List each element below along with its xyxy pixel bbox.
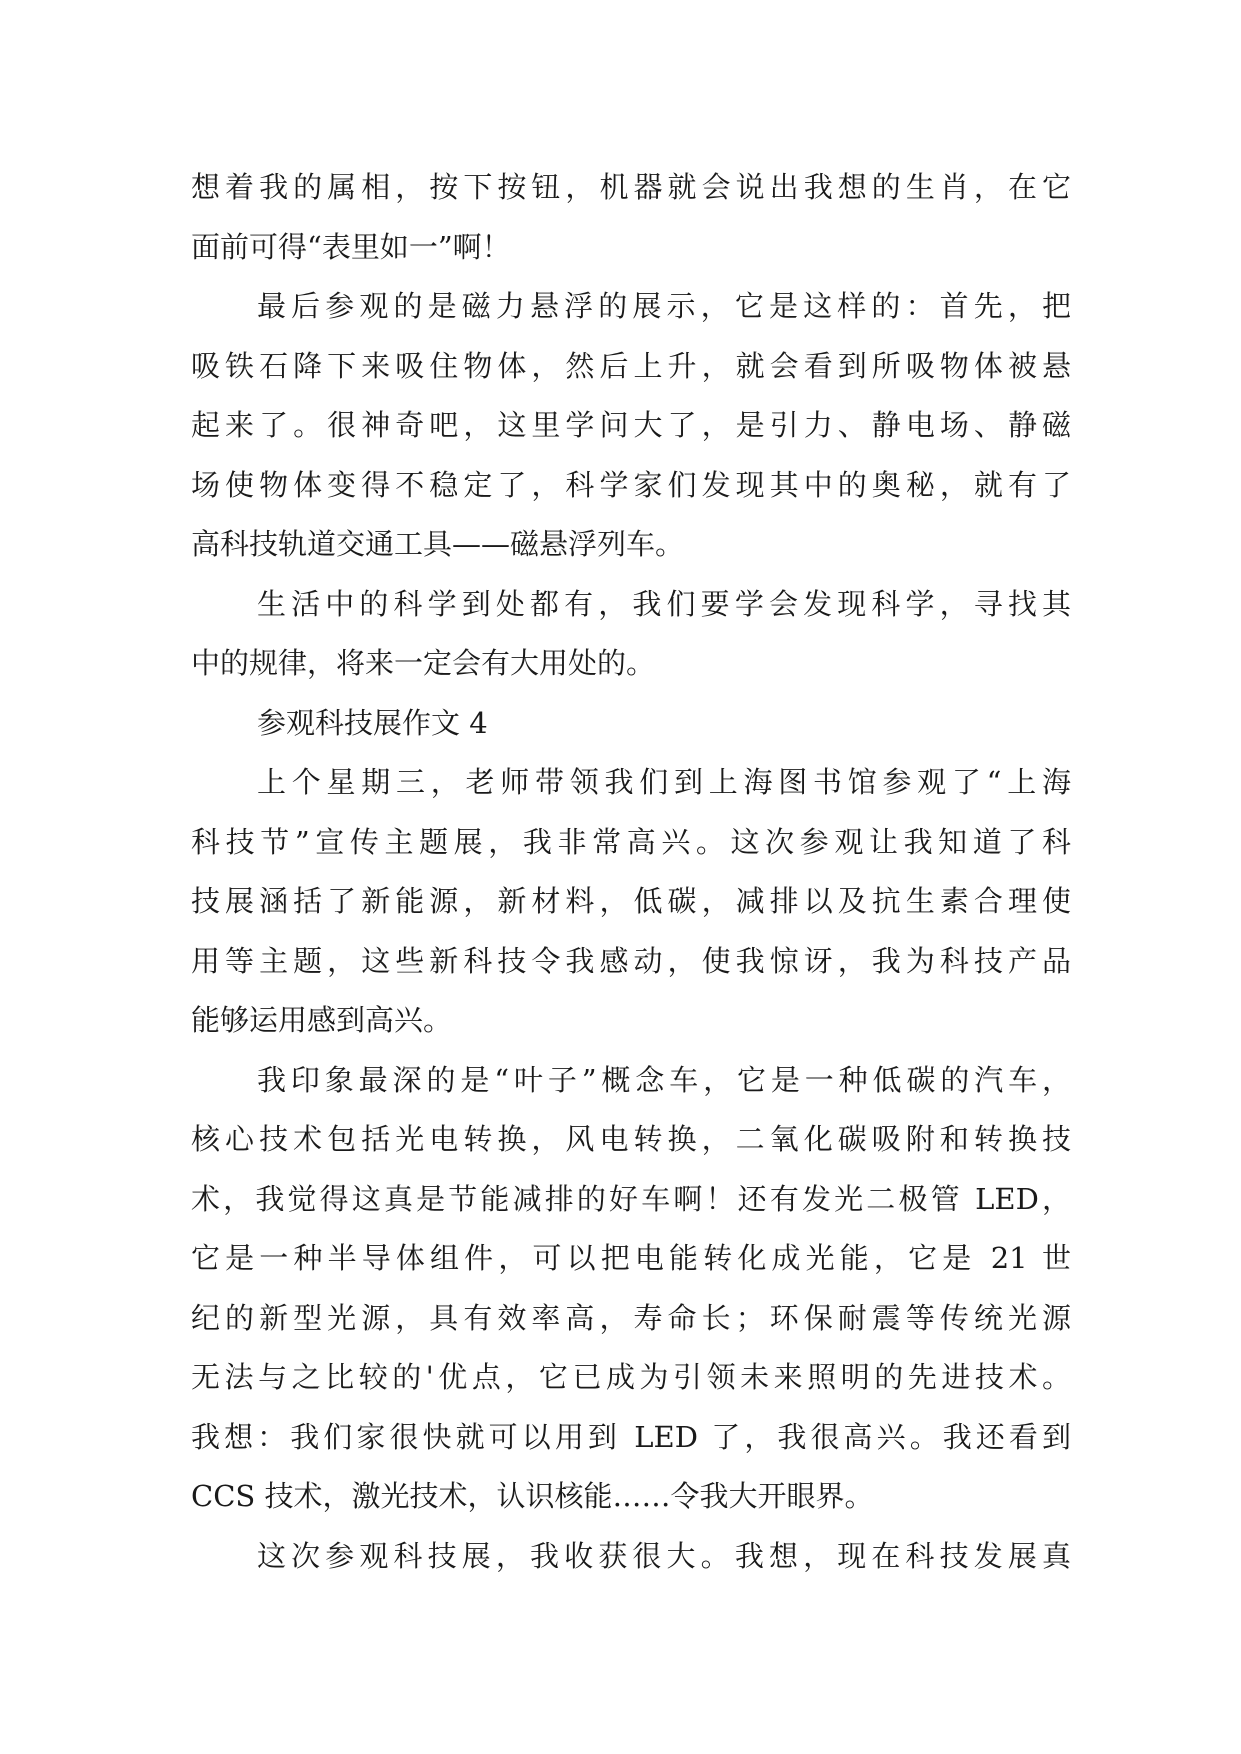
text-line: 我想：我们家很快就可以用到 LED 了，我很高兴。我还看到 xyxy=(191,1419,1071,1454)
text-line: 高科技轨道交通工具——磁悬浮列车。 xyxy=(191,527,685,561)
text-line: 核心技术包括光电转换，风电转换，二氧化碳吸附和转换技 xyxy=(191,1122,1071,1156)
document-body xyxy=(191,158,1071,1586)
text-line: 这次参观科技展，我收获很大。我想，现在科技发展真 xyxy=(257,1538,1071,1573)
text-line: 无法与之比较的'优点，它已成为引领未来照明的先进技术。 xyxy=(191,1360,1071,1394)
text-line: 纪的新型光源，具有效率高，寿命长；环保耐震等传统光源 xyxy=(191,1300,1071,1335)
text-line: 科技节”宣传主题展，我非常高兴。这次参观让我知道了科 xyxy=(191,824,1071,859)
text-line: 起来了。很神奇吧，这里学问大了，是引力、静电场、静磁 xyxy=(191,408,1071,442)
text-line: 能够运用感到高兴。 xyxy=(191,1003,453,1037)
text-line: 我印象最深的是“叶子”概念车，它是一种低碳的汽车， xyxy=(257,1062,1071,1097)
text-line: 参观科技展作文 4 xyxy=(257,705,488,740)
text-line: 中的规律，将来一定会有大用处的。 xyxy=(191,646,656,680)
text-line: 生活中的科学到处都有，我们要学会发现科学，寻找其 xyxy=(257,586,1071,621)
text-line: 最后参观的是磁力悬浮的展示，它是这样的：首先，把 xyxy=(257,289,1071,323)
text-line: 术，我觉得这真是节能减排的好车啊！还有发光二极管 LED， xyxy=(191,1181,1071,1216)
text-line: 它是一种半导体组件，可以把电能转化成光能，它是 21 世 xyxy=(191,1241,1071,1275)
text-line: 场使物体变得不稳定了，科学家们发现其中的奥秘，就有了 xyxy=(191,467,1071,502)
text-line: CCS 技术，激光技术，认识核能……令我大开眼界。 xyxy=(191,1479,874,1513)
text-line: 上个星期三，老师带领我们到上海图书馆参观了“上海 xyxy=(257,765,1071,799)
text-line: 想着我的属相，按下按钮，机器就会说出我想的生肖，在它 xyxy=(191,170,1071,204)
text-line: 技展涵括了新能源，新材料，低碳，减排以及抗生素合理使 xyxy=(191,884,1071,918)
text-line: 面前可得“表里如一”啊！ xyxy=(191,229,511,264)
text-line: 用等主题，这些新科技令我感动，使我惊讶，我为科技产品 xyxy=(191,943,1071,978)
text-line: 吸铁石降下来吸住物体，然后上升，就会看到所吸物体被悬 xyxy=(191,348,1071,383)
